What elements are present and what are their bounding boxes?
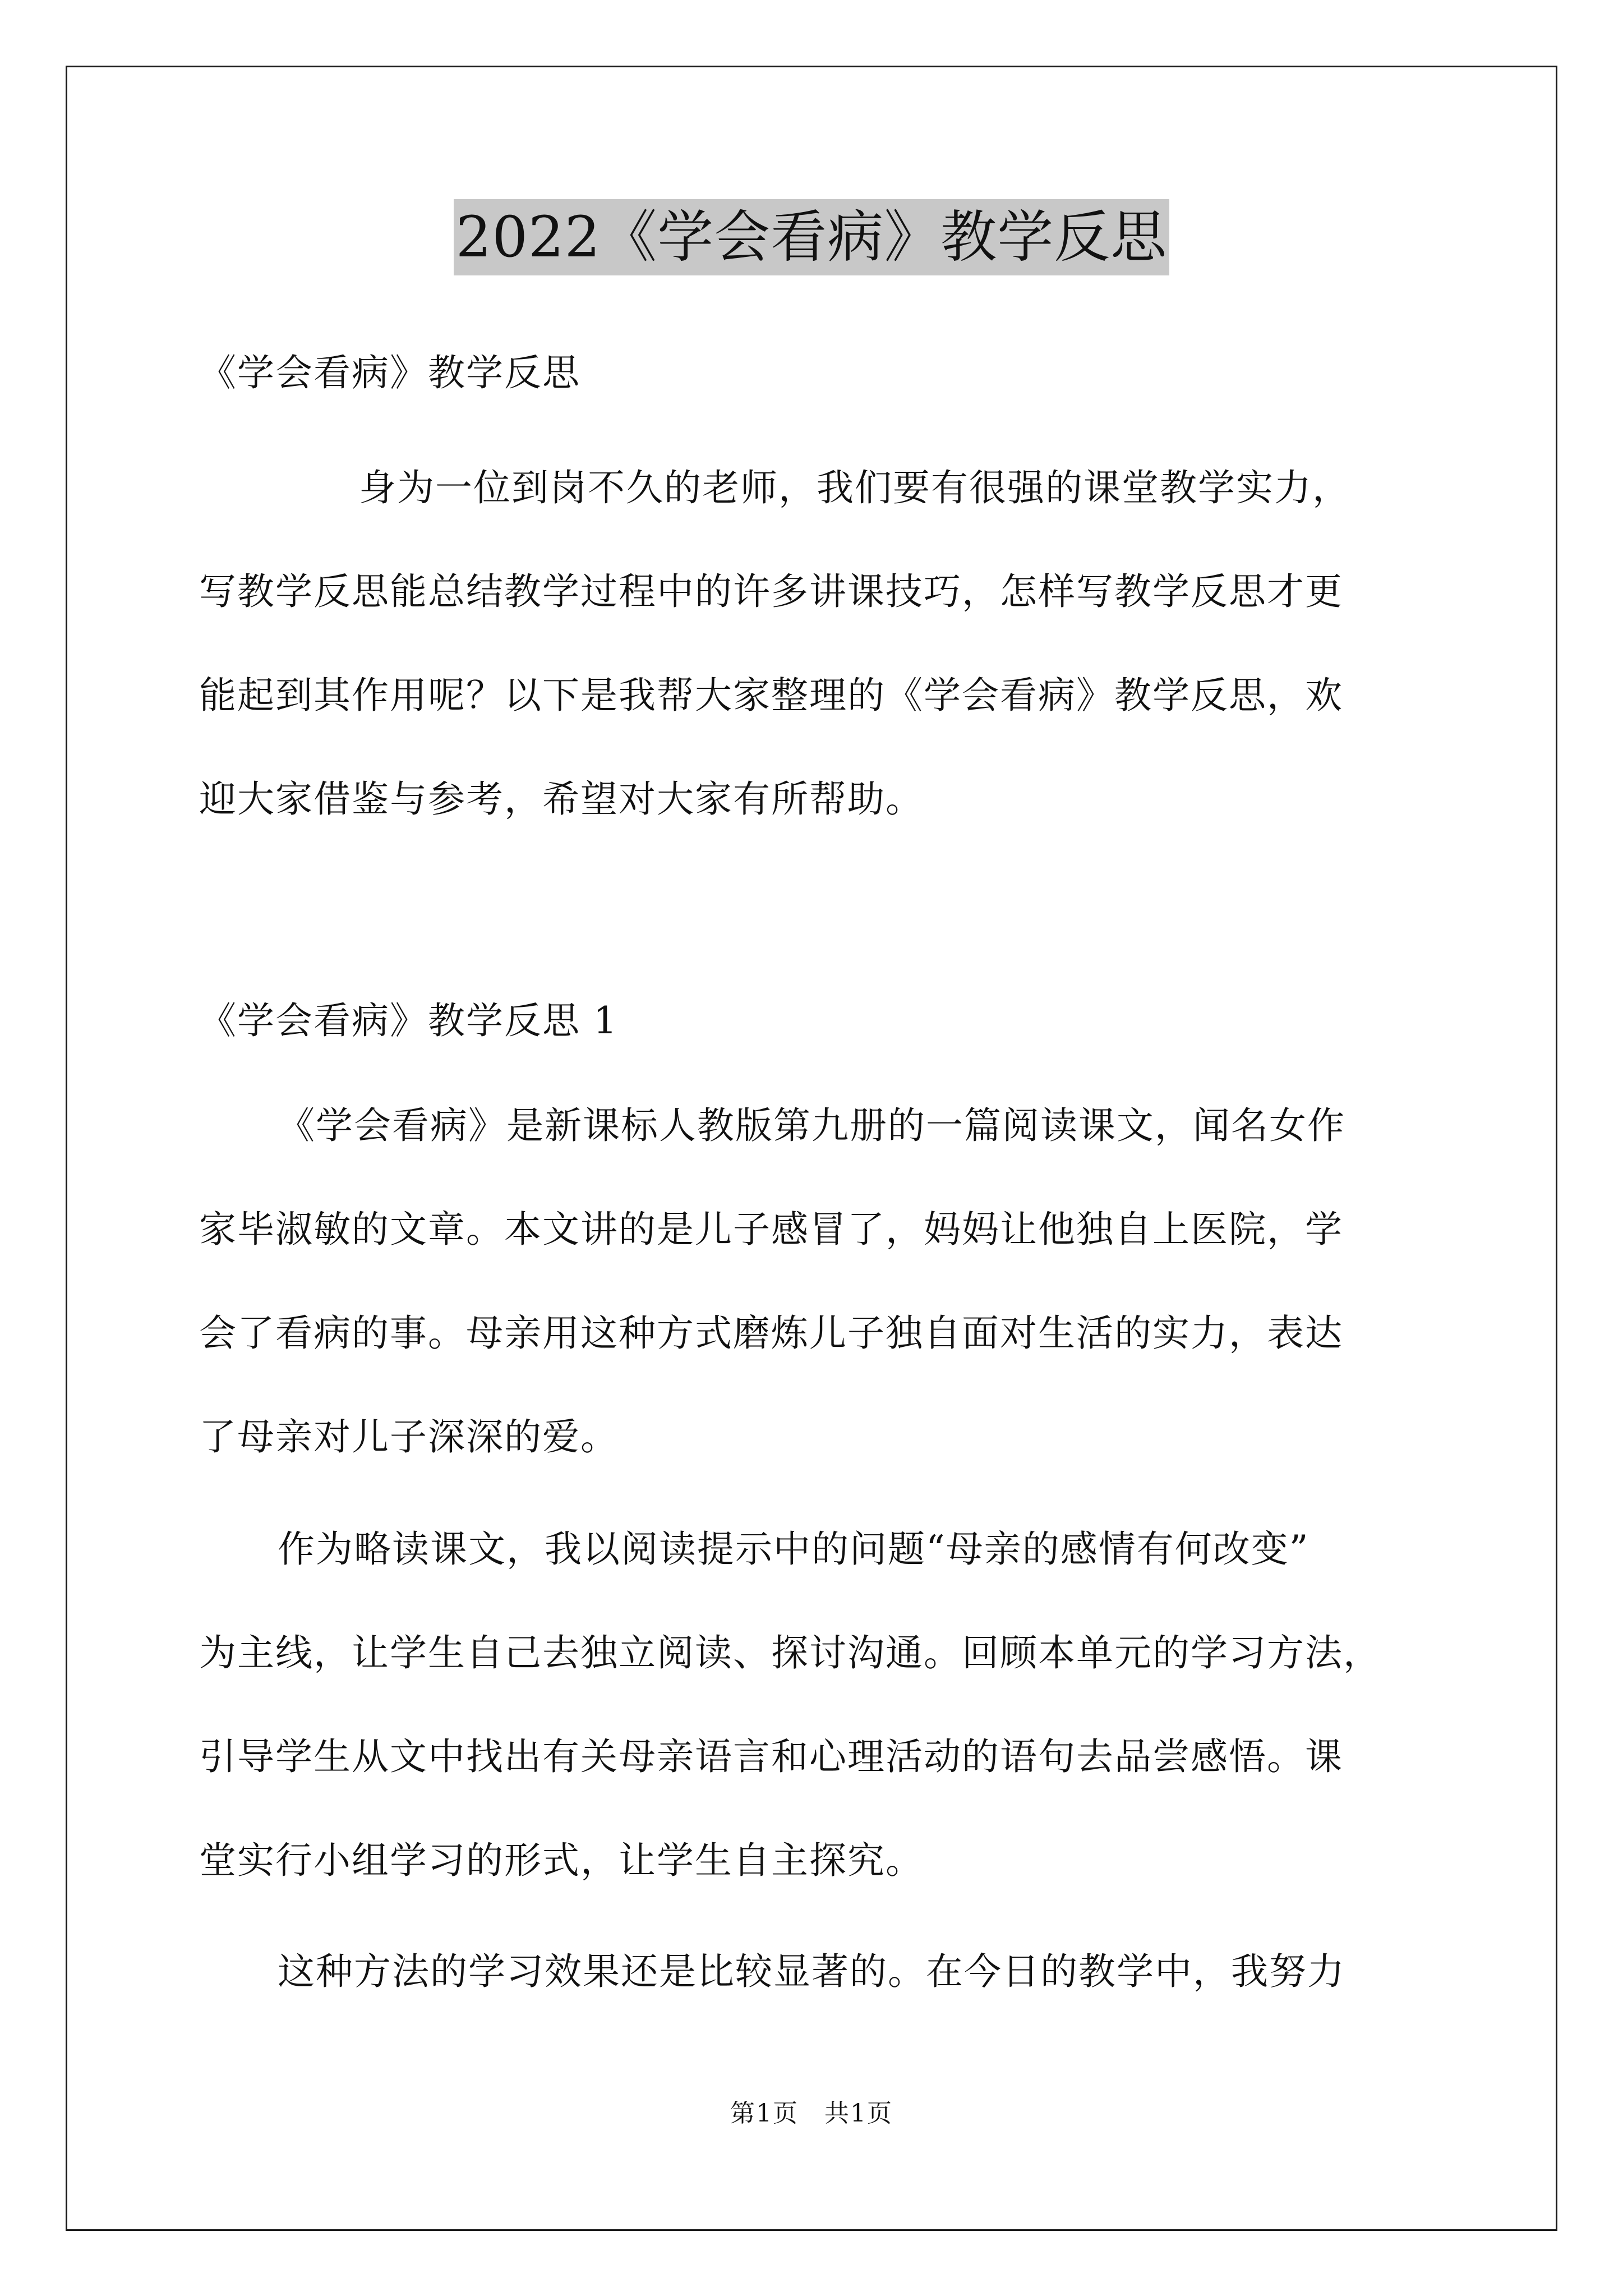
paragraph2-line-1: 作为略读课文，我以阅读提示中的问题“母亲的感情有何改变”	[278, 1527, 1310, 1571]
paragraph2-line-3: 引导学生从文中找出有关母亲语言和心理活动的语句去品尝感悟。课	[199, 1735, 1343, 1778]
document-title: 2022《学会看病》教学反思	[454, 199, 1170, 275]
section-heading: 《学会看病》教学反思 1	[199, 999, 618, 1042]
paragraph3-line-1: 这种方法的学习效果还是比较显著的。在今日的教学中，我努力	[278, 1950, 1345, 1993]
intro-line-3: 能起到其作用呢？以下是我帮大家整理的《学会看病》教学反思，欢	[199, 674, 1343, 717]
paragraph1-line-3: 会了看病的事。母亲用这种方式磨炼儿子独自面对生活的实力，表达	[199, 1312, 1343, 1355]
intro-line-4: 迎大家借鉴与参考，希望对大家有所帮助。	[199, 777, 924, 821]
title-container	[0, 199, 1623, 275]
paragraph1-line-2: 家毕淑敏的文章。本文讲的是儿子感冒了，妈妈让他独自上医院，学	[199, 1208, 1343, 1251]
paragraph2-line-4: 堂实行小组学习的形式，让学生自主探究。	[199, 1839, 924, 1882]
page-footer: 第1页 共1页	[730, 2099, 893, 2128]
intro-line-2: 写教学反思能总结教学过程中的许多讲课技巧，怎样写教学反思才更	[199, 570, 1343, 613]
paragraph2-line-2: 为主线，让学生自己去独立阅读、探讨沟通。回顾本单元的学习方法，	[199, 1631, 1381, 1674]
paragraph1-line-4: 了母亲对儿子深深的爱。	[199, 1415, 619, 1458]
subtitle: 《学会看病》教学反思	[199, 351, 580, 394]
paragraph1-line-1: 《学会看病》是新课标人教版第九册的一篇阅读课文，闻名女作	[278, 1104, 1345, 1147]
intro-line-1: 身为一位到岗不久的老师，我们要有很强的课堂教学实力，	[359, 466, 1350, 509]
